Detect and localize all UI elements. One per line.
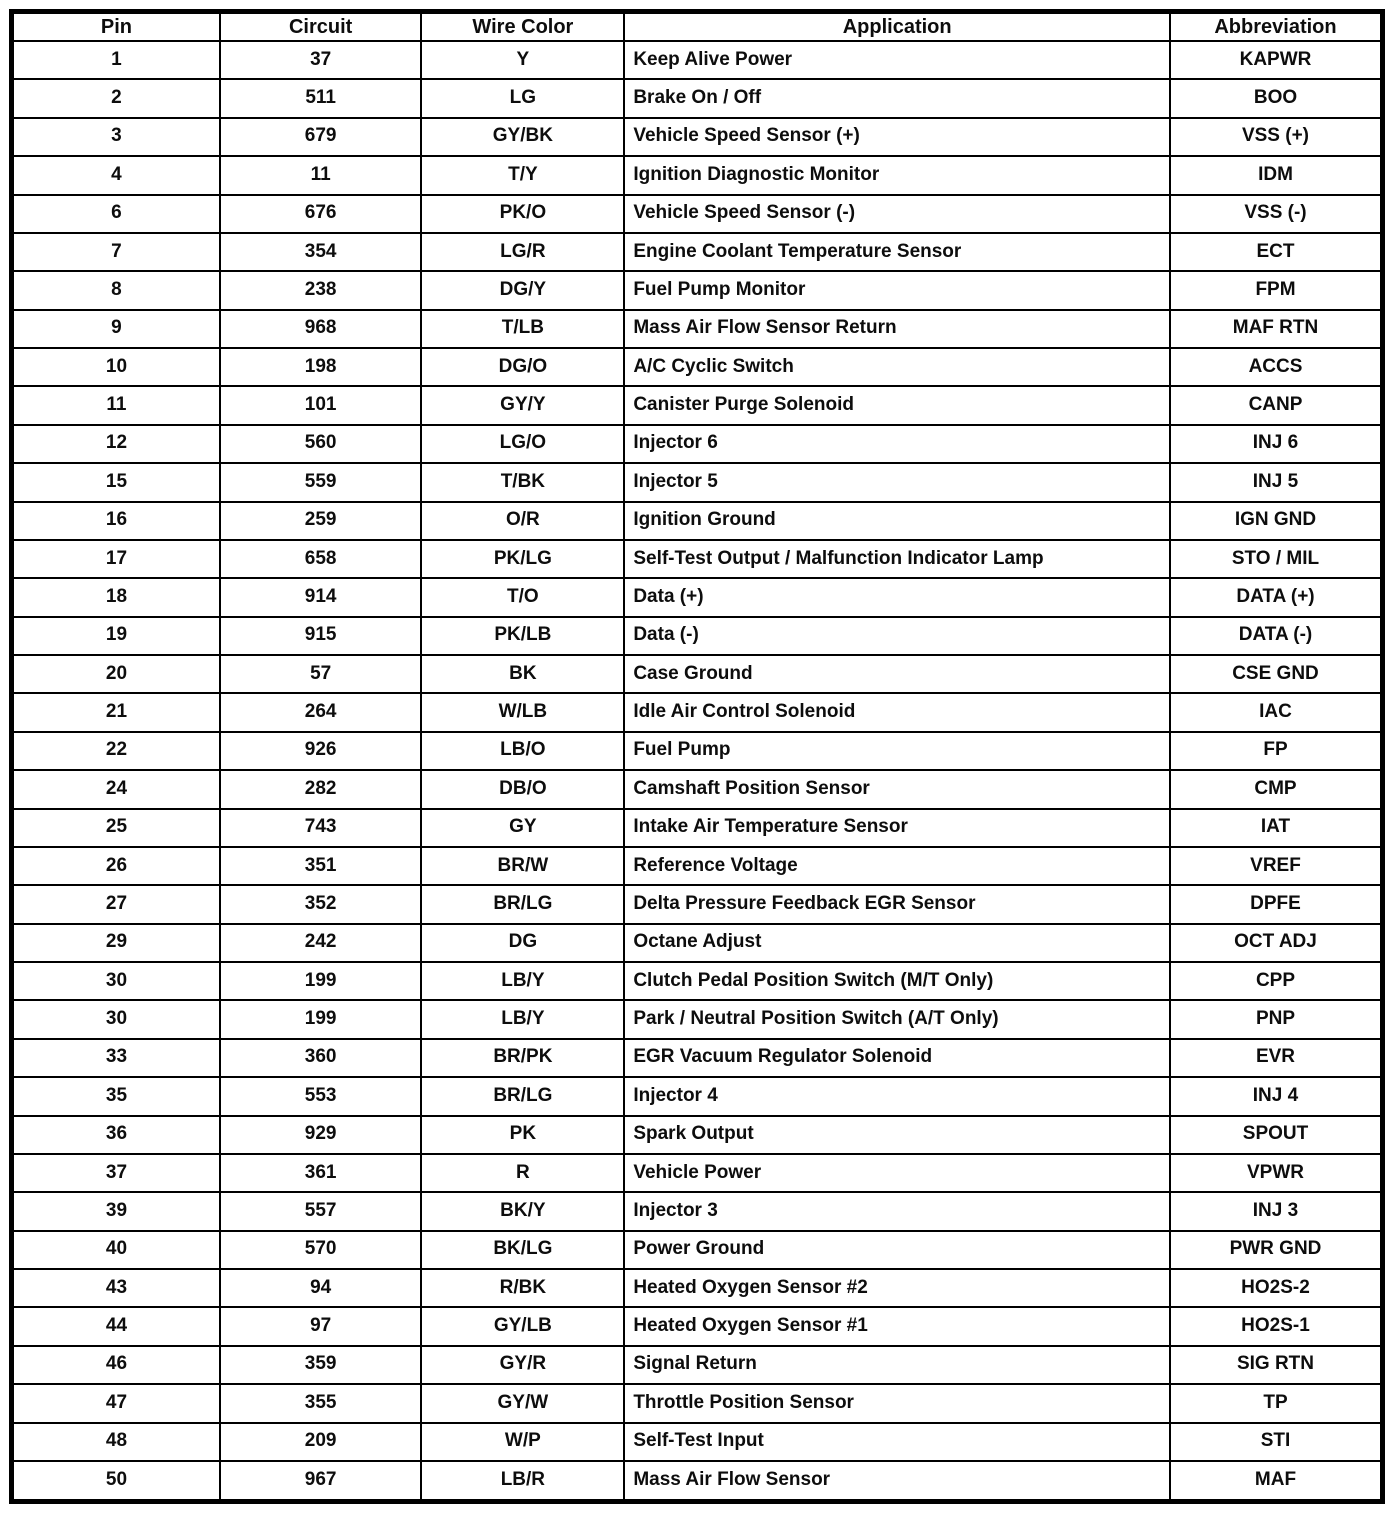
abbreviation-cell: CPP <box>1170 962 1383 1000</box>
wire-color-cell: GY/Y <box>421 386 624 424</box>
table-row <box>12 79 1383 117</box>
table-row <box>12 233 1383 271</box>
circuit-cell: 259 <box>220 502 422 540</box>
wire-color-cell: T/LB <box>421 310 624 348</box>
abbreviation-cell: IDM <box>1170 156 1383 194</box>
abbreviation-cell: OCT ADJ <box>1170 924 1383 962</box>
abbreviation-cell: HO2S-2 <box>1170 1269 1383 1307</box>
pin-cell: 11 <box>12 386 220 424</box>
pin-cell: 33 <box>12 1039 220 1077</box>
circuit-cell: 560 <box>220 425 422 463</box>
pin-cell: 50 <box>12 1461 220 1502</box>
application-cell: Injector 3 <box>624 1192 1170 1230</box>
abbreviation-cell: VREF <box>1170 847 1383 885</box>
abbreviation-cell: ACCS <box>1170 348 1383 386</box>
abbreviation-cell: DATA (+) <box>1170 578 1383 616</box>
pin-cell: 2 <box>12 79 220 117</box>
abbreviation-cell: INJ 3 <box>1170 1192 1383 1230</box>
application-cell: Injector 4 <box>624 1077 1170 1115</box>
circuit-cell: 199 <box>220 1000 422 1038</box>
table-row <box>12 847 1383 885</box>
abbreviation-cell: FP <box>1170 732 1383 770</box>
wire-color-cell: T/Y <box>421 156 624 194</box>
circuit-cell: 97 <box>220 1307 422 1345</box>
circuit-cell: 679 <box>220 118 422 156</box>
circuit-cell: 676 <box>220 195 422 233</box>
pin-cell: 12 <box>12 425 220 463</box>
table-row <box>12 118 1383 156</box>
application-cell: Injector 5 <box>624 463 1170 501</box>
application-cell: Keep Alive Power <box>624 41 1170 79</box>
wire-color-cell: PK/O <box>421 195 624 233</box>
wire-color-cell: LB/O <box>421 732 624 770</box>
table-row <box>12 1231 1383 1269</box>
col-header-circuit: Circuit <box>220 12 422 42</box>
wire-color-cell: R <box>421 1154 624 1192</box>
application-cell: Heated Oxygen Sensor #2 <box>624 1269 1170 1307</box>
pin-cell: 10 <box>12 348 220 386</box>
pin-cell: 47 <box>12 1384 220 1422</box>
pin-cell: 48 <box>12 1423 220 1461</box>
application-cell: Octane Adjust <box>624 924 1170 962</box>
application-cell: Ignition Ground <box>624 502 1170 540</box>
application-cell: Vehicle Power <box>624 1154 1170 1192</box>
application-cell: Fuel Pump <box>624 732 1170 770</box>
abbreviation-cell: ECT <box>1170 233 1383 271</box>
pinout-table-body <box>12 41 1383 1502</box>
abbreviation-cell: IAC <box>1170 693 1383 731</box>
pin-cell: 37 <box>12 1154 220 1192</box>
circuit-cell: 264 <box>220 693 422 731</box>
pin-cell: 25 <box>12 809 220 847</box>
circuit-cell: 658 <box>220 540 422 578</box>
table-row <box>12 425 1383 463</box>
pin-cell: 19 <box>12 617 220 655</box>
circuit-cell: 559 <box>220 463 422 501</box>
pin-cell: 7 <box>12 233 220 271</box>
table-row <box>12 1269 1383 1307</box>
table-row <box>12 502 1383 540</box>
table-row <box>12 386 1383 424</box>
application-cell: Power Ground <box>624 1231 1170 1269</box>
col-header-pin: Pin <box>12 12 220 42</box>
pin-cell: 20 <box>12 655 220 693</box>
pin-cell: 1 <box>12 41 220 79</box>
pin-cell: 16 <box>12 502 220 540</box>
circuit-cell: 199 <box>220 962 422 1000</box>
abbreviation-cell: FPM <box>1170 271 1383 309</box>
application-cell: Injector 6 <box>624 425 1170 463</box>
circuit-cell: 282 <box>220 770 422 808</box>
table-row <box>12 310 1383 348</box>
pin-cell: 24 <box>12 770 220 808</box>
wire-color-cell: T/O <box>421 578 624 616</box>
abbreviation-cell: DATA (-) <box>1170 617 1383 655</box>
wire-color-cell: GY/BK <box>421 118 624 156</box>
application-cell: Data (-) <box>624 617 1170 655</box>
circuit-cell: 209 <box>220 1423 422 1461</box>
abbreviation-cell: DPFE <box>1170 885 1383 923</box>
abbreviation-cell: MAF <box>1170 1461 1383 1502</box>
table-row <box>12 540 1383 578</box>
wire-color-cell: GY/LB <box>421 1307 624 1345</box>
application-cell: Self-Test Input <box>624 1423 1170 1461</box>
application-cell: Fuel Pump Monitor <box>624 271 1170 309</box>
wire-color-cell: DB/O <box>421 770 624 808</box>
wire-color-cell: W/P <box>421 1423 624 1461</box>
table-row <box>12 1077 1383 1115</box>
application-cell: Idle Air Control Solenoid <box>624 693 1170 731</box>
wire-color-cell: GY <box>421 809 624 847</box>
circuit-cell: 242 <box>220 924 422 962</box>
table-row <box>12 1423 1383 1461</box>
pin-cell: 27 <box>12 885 220 923</box>
wire-color-cell: DG/Y <box>421 271 624 309</box>
abbreviation-cell: SPOUT <box>1170 1116 1383 1154</box>
pin-cell: 46 <box>12 1346 220 1384</box>
circuit-cell: 354 <box>220 233 422 271</box>
pinout-table <box>9 9 1385 1504</box>
application-cell: Clutch Pedal Position Switch (M/T Only) <box>624 962 1170 1000</box>
abbreviation-cell: IGN GND <box>1170 502 1383 540</box>
table-row <box>12 1039 1383 1077</box>
application-cell: Delta Pressure Feedback EGR Sensor <box>624 885 1170 923</box>
application-cell: Throttle Position Sensor <box>624 1384 1170 1422</box>
table-row <box>12 271 1383 309</box>
abbreviation-cell: EVR <box>1170 1039 1383 1077</box>
table-row <box>12 885 1383 923</box>
table-row <box>12 1000 1383 1038</box>
application-cell: Intake Air Temperature Sensor <box>624 809 1170 847</box>
wire-color-cell: BK/Y <box>421 1192 624 1230</box>
application-cell: Signal Return <box>624 1346 1170 1384</box>
pin-cell: 4 <box>12 156 220 194</box>
pin-cell: 9 <box>12 310 220 348</box>
abbreviation-cell: SIG RTN <box>1170 1346 1383 1384</box>
wire-color-cell: GY/R <box>421 1346 624 1384</box>
abbreviation-cell: PWR GND <box>1170 1231 1383 1269</box>
application-cell: Camshaft Position Sensor <box>624 770 1170 808</box>
wire-color-cell: LG/R <box>421 233 624 271</box>
application-cell: Mass Air Flow Sensor <box>624 1461 1170 1502</box>
circuit-cell: 570 <box>220 1231 422 1269</box>
application-cell: Engine Coolant Temperature Sensor <box>624 233 1170 271</box>
wire-color-cell: DG/O <box>421 348 624 386</box>
table-row <box>12 770 1383 808</box>
circuit-cell: 352 <box>220 885 422 923</box>
abbreviation-cell: CANP <box>1170 386 1383 424</box>
abbreviation-cell: PNP <box>1170 1000 1383 1038</box>
table-row <box>12 156 1383 194</box>
wire-color-cell: BR/LG <box>421 885 624 923</box>
circuit-cell: 238 <box>220 271 422 309</box>
circuit-cell: 94 <box>220 1269 422 1307</box>
application-cell: Mass Air Flow Sensor Return <box>624 310 1170 348</box>
wire-color-cell: T/BK <box>421 463 624 501</box>
wire-color-cell: W/LB <box>421 693 624 731</box>
application-cell: Vehicle Speed Sensor (-) <box>624 195 1170 233</box>
wire-color-cell: BK <box>421 655 624 693</box>
wire-color-cell: O/R <box>421 502 624 540</box>
table-row <box>12 809 1383 847</box>
table-row <box>12 1307 1383 1345</box>
wire-color-cell: LB/Y <box>421 962 624 1000</box>
pin-cell: 35 <box>12 1077 220 1115</box>
table-row <box>12 1154 1383 1192</box>
pin-cell: 22 <box>12 732 220 770</box>
col-header-abbreviation: Abbreviation <box>1170 12 1383 42</box>
abbreviation-cell: INJ 4 <box>1170 1077 1383 1115</box>
pin-cell: 36 <box>12 1116 220 1154</box>
table-row <box>12 1346 1383 1384</box>
abbreviation-cell: INJ 5 <box>1170 463 1383 501</box>
abbreviation-cell: BOO <box>1170 79 1383 117</box>
application-cell: Brake On / Off <box>624 79 1170 117</box>
circuit-cell: 967 <box>220 1461 422 1502</box>
application-cell: A/C Cyclic Switch <box>624 348 1170 386</box>
col-header-wire-color: Wire Color <box>421 12 624 42</box>
pin-cell: 15 <box>12 463 220 501</box>
application-cell: Heated Oxygen Sensor #1 <box>624 1307 1170 1345</box>
application-cell: Canister Purge Solenoid <box>624 386 1170 424</box>
table-row <box>12 924 1383 962</box>
circuit-cell: 915 <box>220 617 422 655</box>
col-header-application: Application <box>624 12 1170 42</box>
application-cell: Data (+) <box>624 578 1170 616</box>
circuit-cell: 361 <box>220 1154 422 1192</box>
abbreviation-cell: STO / MIL <box>1170 540 1383 578</box>
abbreviation-cell: HO2S-1 <box>1170 1307 1383 1345</box>
wire-color-cell: BK/LG <box>421 1231 624 1269</box>
wire-color-cell: PK <box>421 1116 624 1154</box>
pin-cell: 21 <box>12 693 220 731</box>
pin-cell: 17 <box>12 540 220 578</box>
pin-cell: 30 <box>12 962 220 1000</box>
pin-cell: 29 <box>12 924 220 962</box>
circuit-cell: 743 <box>220 809 422 847</box>
abbreviation-cell: VSS (-) <box>1170 195 1383 233</box>
abbreviation-cell: TP <box>1170 1384 1383 1422</box>
wire-color-cell: BR/LG <box>421 1077 624 1115</box>
abbreviation-cell: MAF RTN <box>1170 310 1383 348</box>
circuit-cell: 359 <box>220 1346 422 1384</box>
table-row <box>12 1192 1383 1230</box>
application-cell: Ignition Diagnostic Monitor <box>624 156 1170 194</box>
abbreviation-cell: CSE GND <box>1170 655 1383 693</box>
wire-color-cell: PK/LG <box>421 540 624 578</box>
abbreviation-cell: VSS (+) <box>1170 118 1383 156</box>
circuit-cell: 968 <box>220 310 422 348</box>
application-cell: Spark Output <box>624 1116 1170 1154</box>
circuit-cell: 198 <box>220 348 422 386</box>
application-cell: Case Ground <box>624 655 1170 693</box>
table-row <box>12 578 1383 616</box>
wire-color-cell: LB/Y <box>421 1000 624 1038</box>
table-row <box>12 348 1383 386</box>
circuit-cell: 355 <box>220 1384 422 1422</box>
circuit-cell: 926 <box>220 732 422 770</box>
pin-cell: 8 <box>12 271 220 309</box>
circuit-cell: 360 <box>220 1039 422 1077</box>
table-row <box>12 693 1383 731</box>
pin-cell: 39 <box>12 1192 220 1230</box>
table-row <box>12 1116 1383 1154</box>
pin-cell: 43 <box>12 1269 220 1307</box>
circuit-cell: 553 <box>220 1077 422 1115</box>
application-cell: Vehicle Speed Sensor (+) <box>624 118 1170 156</box>
wire-color-cell: BR/PK <box>421 1039 624 1077</box>
abbreviation-cell: INJ 6 <box>1170 425 1383 463</box>
wire-color-cell: R/BK <box>421 1269 624 1307</box>
circuit-cell: 557 <box>220 1192 422 1230</box>
application-cell: Park / Neutral Position Switch (A/T Only) <box>624 1000 1170 1038</box>
application-cell: EGR Vacuum Regulator Solenoid <box>624 1039 1170 1077</box>
circuit-cell: 11 <box>220 156 422 194</box>
wire-color-cell: LB/R <box>421 1461 624 1502</box>
table-row <box>12 1461 1383 1502</box>
wire-color-cell: DG <box>421 924 624 962</box>
table-row <box>12 617 1383 655</box>
circuit-cell: 57 <box>220 655 422 693</box>
table-row <box>12 195 1383 233</box>
table-row <box>12 1384 1383 1422</box>
circuit-cell: 511 <box>220 79 422 117</box>
application-cell: Self-Test Output / Malfunction Indicator Lamp <box>624 540 1170 578</box>
wire-color-cell: Y <box>421 41 624 79</box>
pin-cell: 30 <box>12 1000 220 1038</box>
pin-cell: 40 <box>12 1231 220 1269</box>
circuit-cell: 101 <box>220 386 422 424</box>
pin-cell: 44 <box>12 1307 220 1345</box>
table-row <box>12 463 1383 501</box>
abbreviation-cell: IAT <box>1170 809 1383 847</box>
table-row <box>12 732 1383 770</box>
circuit-cell: 929 <box>220 1116 422 1154</box>
abbreviation-cell: CMP <box>1170 770 1383 808</box>
abbreviation-cell: KAPWR <box>1170 41 1383 79</box>
wire-color-cell: PK/LB <box>421 617 624 655</box>
application-cell: Reference Voltage <box>624 847 1170 885</box>
abbreviation-cell: VPWR <box>1170 1154 1383 1192</box>
table-row <box>12 962 1383 1000</box>
circuit-cell: 914 <box>220 578 422 616</box>
wire-color-cell: LG <box>421 79 624 117</box>
pin-cell: 3 <box>12 118 220 156</box>
wire-color-cell: LG/O <box>421 425 624 463</box>
table-row <box>12 41 1383 79</box>
pin-cell: 6 <box>12 195 220 233</box>
wire-color-cell: BR/W <box>421 847 624 885</box>
table-row <box>12 655 1383 693</box>
circuit-cell: 37 <box>220 41 422 79</box>
pin-cell: 18 <box>12 578 220 616</box>
circuit-cell: 351 <box>220 847 422 885</box>
pin-cell: 26 <box>12 847 220 885</box>
abbreviation-cell: STI <box>1170 1423 1383 1461</box>
header-row <box>12 12 1383 42</box>
wire-color-cell: GY/W <box>421 1384 624 1422</box>
